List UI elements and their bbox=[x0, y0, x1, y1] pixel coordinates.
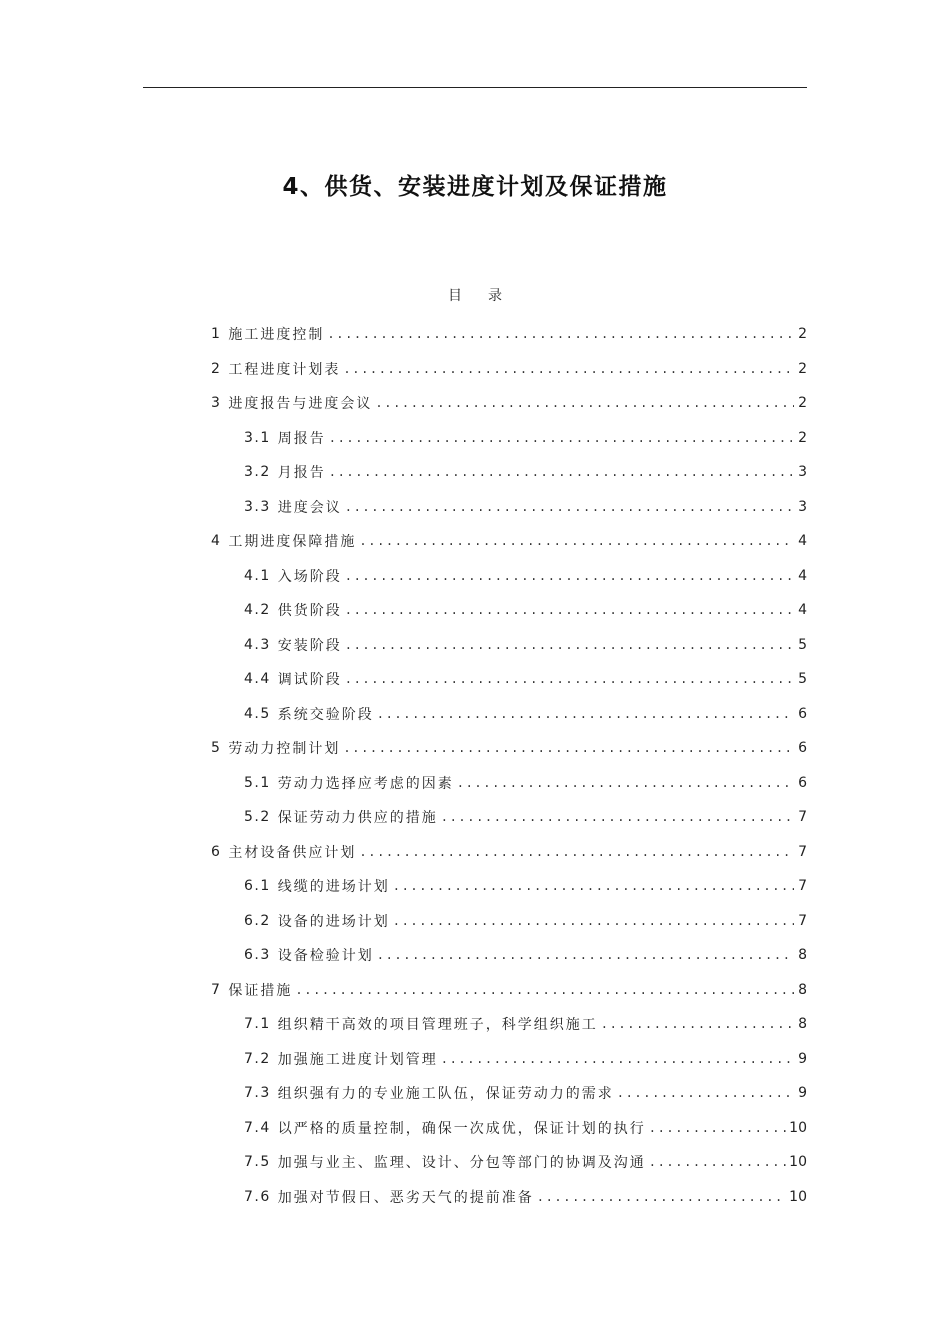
toc-entry-page: 5 bbox=[798, 671, 807, 688]
toc-entry[interactable] bbox=[211, 593, 807, 628]
toc-entry-title: 主材设备供应计划 bbox=[228, 844, 357, 861]
toc-entry-title: 施工进度控制 bbox=[228, 327, 325, 344]
toc-entry-page: 4 bbox=[798, 602, 807, 619]
toc-entry-page: 10 bbox=[789, 1119, 807, 1136]
toc-entry-page: 8 bbox=[798, 947, 807, 964]
toc-entry-page: 4 bbox=[798, 567, 807, 584]
toc-entry-number: 4.5 bbox=[244, 705, 271, 722]
toc-heading: 目录 bbox=[448, 288, 528, 304]
toc-entry-number: 2 bbox=[211, 360, 222, 377]
toc-entry[interactable] bbox=[211, 421, 807, 456]
toc-entry-number: 3.1 bbox=[244, 429, 271, 446]
toc-dot-leader bbox=[377, 949, 794, 961]
toc-entry-title: 供货阶段 bbox=[277, 603, 342, 620]
toc-entry-page: 10 bbox=[789, 1188, 807, 1205]
toc-entry-page: 8 bbox=[798, 981, 807, 998]
toc-entry[interactable] bbox=[211, 766, 807, 801]
toc-dot-leader bbox=[441, 1053, 794, 1065]
toc-entry-title: 进度报告与进度会议 bbox=[228, 396, 373, 413]
toc-entry-title: 工程进度计划表 bbox=[228, 361, 341, 378]
table-of-contents bbox=[211, 317, 807, 1214]
toc-entry-title: 保证劳动力供应的措施 bbox=[277, 810, 438, 827]
toc-dot-leader bbox=[329, 466, 794, 478]
toc-dot-leader bbox=[359, 535, 794, 547]
toc-entry-page: 3 bbox=[798, 464, 807, 481]
toc-entry-number: 4.3 bbox=[244, 636, 271, 653]
toc-dot-leader bbox=[359, 846, 794, 858]
toc-dot-leader bbox=[345, 604, 794, 616]
toc-entry-title: 组织强有力的专业施工队伍，保证劳动力的需求 bbox=[277, 1086, 614, 1103]
toc-entry-number: 7.6 bbox=[244, 1188, 271, 1205]
toc-entry[interactable] bbox=[211, 800, 807, 835]
toc-dot-leader bbox=[343, 742, 794, 754]
toc-entry-title: 调试阶段 bbox=[277, 672, 342, 689]
toc-entry-page: 2 bbox=[798, 429, 807, 446]
toc-entry-number: 7.4 bbox=[244, 1119, 271, 1136]
toc-entry-title: 入场阶段 bbox=[277, 568, 342, 585]
toc-entry-number: 6 bbox=[211, 843, 222, 860]
toc-entry-number: 6.2 bbox=[244, 912, 271, 929]
toc-entry-number: 6.3 bbox=[244, 947, 271, 964]
toc-entry[interactable] bbox=[211, 835, 807, 870]
toc-entry-number: 3.3 bbox=[244, 498, 271, 515]
toc-entry[interactable] bbox=[211, 1145, 807, 1180]
toc-entry-number: 4 bbox=[211, 533, 222, 550]
toc-entry-page: 3 bbox=[798, 498, 807, 515]
toc-dot-leader bbox=[649, 1156, 786, 1168]
toc-dot-leader bbox=[345, 570, 794, 582]
toc-entry-title: 设备的进场计划 bbox=[277, 913, 390, 930]
toc-entry[interactable] bbox=[211, 904, 807, 939]
toc-entry-page: 9 bbox=[798, 1050, 807, 1067]
toc-entry-number: 3 bbox=[211, 395, 222, 412]
toc-entry-page: 9 bbox=[798, 1085, 807, 1102]
toc-entry-page: 2 bbox=[798, 360, 807, 377]
toc-entry[interactable] bbox=[211, 697, 807, 732]
toc-entry-title: 工期进度保障措施 bbox=[228, 534, 357, 551]
toc-entry[interactable] bbox=[211, 352, 807, 387]
toc-entry-number: 7.2 bbox=[244, 1050, 271, 1067]
toc-entry-page: 8 bbox=[798, 1016, 807, 1033]
toc-entry[interactable] bbox=[211, 869, 807, 904]
toc-entry-page: 5 bbox=[798, 636, 807, 653]
toc-entry-title: 月报告 bbox=[277, 465, 326, 482]
toc-entry-page: 6 bbox=[798, 740, 807, 757]
toc-entry-title: 以严格的质量控制，确保一次成优，保证计划的执行 bbox=[277, 1120, 646, 1137]
toc-entry-number: 4.2 bbox=[244, 602, 271, 619]
toc-dot-leader bbox=[393, 915, 794, 927]
toc-entry-page: 7 bbox=[798, 912, 807, 929]
toc-entry-title: 加强对节假日、恶劣天气的提前准备 bbox=[277, 1189, 534, 1206]
toc-entry-title: 劳动力选择应考虑的因素 bbox=[277, 775, 454, 792]
toc-entry-page: 10 bbox=[789, 1154, 807, 1171]
toc-entry-number: 1 bbox=[211, 326, 222, 343]
toc-entry-page: 6 bbox=[798, 705, 807, 722]
toc-entry-number: 5 bbox=[211, 740, 222, 757]
toc-entry[interactable] bbox=[211, 1180, 807, 1215]
toc-dot-leader bbox=[393, 880, 794, 892]
toc-entry-page: 2 bbox=[798, 395, 807, 412]
toc-entry[interactable] bbox=[211, 455, 807, 490]
toc-entry-title: 组织精干高效的项目管理班子，科学组织施工 bbox=[277, 1017, 598, 1034]
toc-entry-title: 周报告 bbox=[277, 430, 326, 447]
toc-entry[interactable] bbox=[211, 938, 807, 973]
toc-dot-leader bbox=[295, 984, 794, 996]
toc-entry-number: 7.3 bbox=[244, 1085, 271, 1102]
toc-entry[interactable] bbox=[211, 662, 807, 697]
toc-entry-page: 7 bbox=[798, 878, 807, 895]
toc-entry-page: 7 bbox=[798, 843, 807, 860]
toc-entry-number: 7.1 bbox=[244, 1016, 271, 1033]
toc-entry-number: 3.2 bbox=[244, 464, 271, 481]
toc-dot-leader bbox=[327, 328, 794, 340]
toc-dot-leader bbox=[377, 708, 794, 720]
toc-entry[interactable] bbox=[211, 490, 807, 525]
toc-entry-page: 4 bbox=[798, 533, 807, 550]
toc-entry-title: 进度会议 bbox=[277, 499, 342, 516]
document-title: 4、供货、安装进度计划及保证措施 bbox=[282, 174, 668, 200]
toc-entry[interactable] bbox=[211, 559, 807, 594]
header-rule bbox=[143, 87, 807, 88]
toc-dot-leader bbox=[375, 397, 794, 409]
toc-dot-leader bbox=[345, 501, 794, 513]
toc-dot-leader bbox=[345, 639, 794, 651]
toc-entry-page: 7 bbox=[798, 809, 807, 826]
toc-entry[interactable] bbox=[211, 973, 807, 1008]
toc-entry[interactable] bbox=[211, 1111, 807, 1146]
toc-entry-title: 安装阶段 bbox=[277, 637, 342, 654]
toc-entry-number: 6.1 bbox=[244, 878, 271, 895]
toc-dot-leader bbox=[441, 811, 794, 823]
toc-entry-number: 4.4 bbox=[244, 671, 271, 688]
toc-dot-leader bbox=[617, 1087, 794, 1099]
toc-entry-title: 保证措施 bbox=[228, 982, 293, 999]
toc-entry-number: 5.1 bbox=[244, 774, 271, 791]
toc-entry[interactable] bbox=[211, 1076, 807, 1111]
toc-entry[interactable] bbox=[211, 524, 807, 559]
toc-entry-title: 线缆的进场计划 bbox=[277, 879, 390, 896]
toc-entry[interactable] bbox=[211, 628, 807, 663]
toc-dot-leader bbox=[345, 673, 794, 685]
toc-entry-title: 设备检验计划 bbox=[277, 948, 374, 965]
toc-entry-title: 系统交验阶段 bbox=[277, 706, 374, 723]
toc-entry-title: 劳动力控制计划 bbox=[228, 741, 341, 758]
toc-dot-leader bbox=[601, 1018, 794, 1030]
toc-dot-leader bbox=[343, 363, 794, 375]
toc-entry-page: 2 bbox=[798, 326, 807, 343]
toc-entry[interactable] bbox=[211, 731, 807, 766]
toc-entry-title: 加强与业主、监理、设计、分包等部门的协调及沟通 bbox=[277, 1155, 646, 1172]
toc-entry-number: 7 bbox=[211, 981, 222, 998]
toc-dot-leader bbox=[537, 1191, 786, 1203]
toc-dot-leader bbox=[649, 1122, 786, 1134]
toc-entry-number: 5.2 bbox=[244, 809, 271, 826]
toc-entry[interactable] bbox=[211, 317, 807, 352]
toc-entry[interactable] bbox=[211, 1042, 807, 1077]
toc-entry[interactable] bbox=[211, 1007, 807, 1042]
toc-entry-number: 7.5 bbox=[244, 1154, 271, 1171]
toc-dot-leader bbox=[329, 432, 794, 444]
toc-entry-page: 6 bbox=[798, 774, 807, 791]
toc-entry-title: 加强施工进度计划管理 bbox=[277, 1051, 438, 1068]
toc-dot-leader bbox=[457, 777, 794, 789]
toc-entry-number: 4.1 bbox=[244, 567, 271, 584]
toc-entry[interactable] bbox=[211, 386, 807, 421]
